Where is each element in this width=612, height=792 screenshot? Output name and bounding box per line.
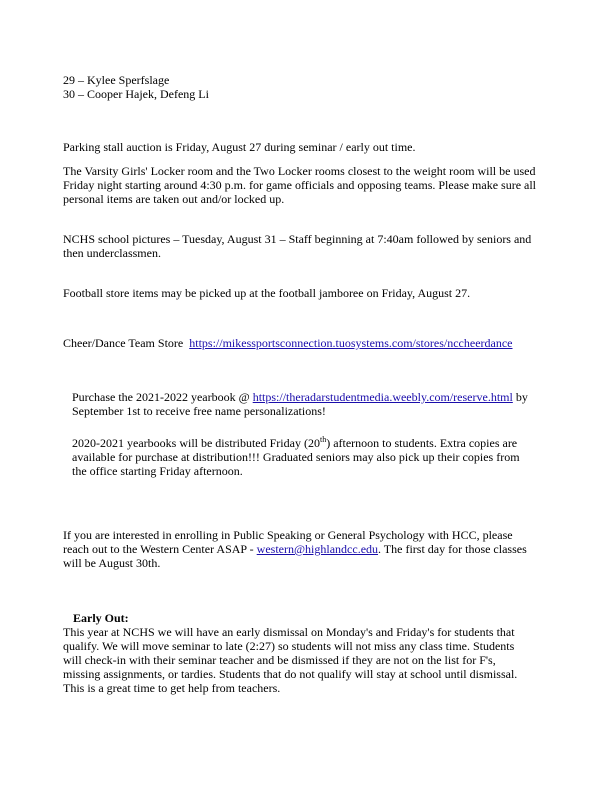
birthday-list	[63, 73, 553, 101]
parking-notice	[63, 140, 553, 154]
yearbook-order-line: September 1st to receive free name personalizations!	[72, 404, 326, 418]
yearbook-reserve-link[interactable]: https://theradarstudentmedia.weebly.com/reserve.html	[252, 390, 513, 404]
locker-line: personal items are taken out and/or locked up.	[63, 192, 285, 206]
cheer-label: Cheer/Dance Team Store	[63, 336, 190, 350]
yearbook-order-pre: Purchase the 2021-2022 yearbook @	[72, 390, 253, 404]
locker-line: The Varsity Girls' Locker room and the Two Locker rooms closest to the weight room will be used	[63, 164, 536, 178]
hcc-line: If you are interested in enrolling in Public Speaking or General Psychology with HCC, please	[63, 528, 513, 542]
yearbook-distribution-notice	[72, 436, 542, 478]
yearbook-dist-post: ) afternoon to students. Extra copies are	[326, 436, 518, 450]
early-out-line: This year at NCHS we will have an early dismissal on Monday's and Friday's for students that	[63, 625, 515, 639]
pictures-line: then underclassmen.	[63, 246, 161, 260]
birthday-line: 29 – Kylee Sperfslage	[63, 73, 170, 87]
birthday-line: 30 – Cooper Hajek, Defeng Li	[63, 87, 209, 101]
parking-text: Parking stall auction is Friday, August 27 during seminar / early out time.	[63, 140, 416, 154]
yearbook-dist-line: the office starting Friday afternoon.	[72, 464, 243, 478]
yearbook-dist-pre: 2020-2021 yearbooks will be distributed Friday (20	[72, 436, 320, 450]
early-out-line: qualify. We will move seminar to late (2:27) so students will not miss any class time. Students	[63, 639, 515, 653]
early-out-heading: Early Out:	[73, 611, 129, 625]
locker-room-notice	[63, 164, 553, 206]
pictures-line: NCHS school pictures – Tuesday, August 31 – Staff beginning at 7:40am followed by seniors and	[63, 232, 532, 246]
hcc-line-pre: reach out to the Western Center ASAP -	[63, 542, 257, 556]
yearbook-order-notice	[72, 390, 542, 418]
school-pictures-notice	[63, 232, 553, 260]
cheer-store-notice	[63, 336, 553, 350]
hcc-line: will be August 30th.	[63, 556, 161, 570]
yearbook-order-post: by	[512, 390, 528, 404]
early-out-section	[63, 611, 553, 695]
ordinal-suffix: th	[319, 435, 327, 444]
western-center-email-link[interactable]: western@highlandcc.edu	[256, 542, 379, 556]
hcc-enrollment-notice	[63, 528, 553, 570]
early-out-line: will check-in with their seminar teacher and be dismissed if they are not on the list for F's,	[63, 653, 496, 667]
cheer-store-link[interactable]: https://mikessportsconnection.tuosystems.com/stores/nccheerdance	[189, 336, 513, 350]
yearbook-dist-line: available for purchase at distribution!!! Graduated seniors may also pick up their copies from	[72, 450, 520, 464]
early-out-line: missing assignments, or tardies. Students that do not qualify will stay at school until dismissal.	[63, 667, 518, 681]
locker-line: Friday night starting around 4:30 p.m. for game officials and opposing teams. Please make sure all	[63, 178, 537, 192]
early-out-line: This is a great time to get help from teachers.	[63, 681, 281, 695]
football-text: Football store items may be picked up at the football jamboree on Friday, August 27.	[63, 286, 471, 300]
football-store-notice	[63, 286, 553, 300]
hcc-line-post: . The first day for those classes	[378, 542, 527, 556]
